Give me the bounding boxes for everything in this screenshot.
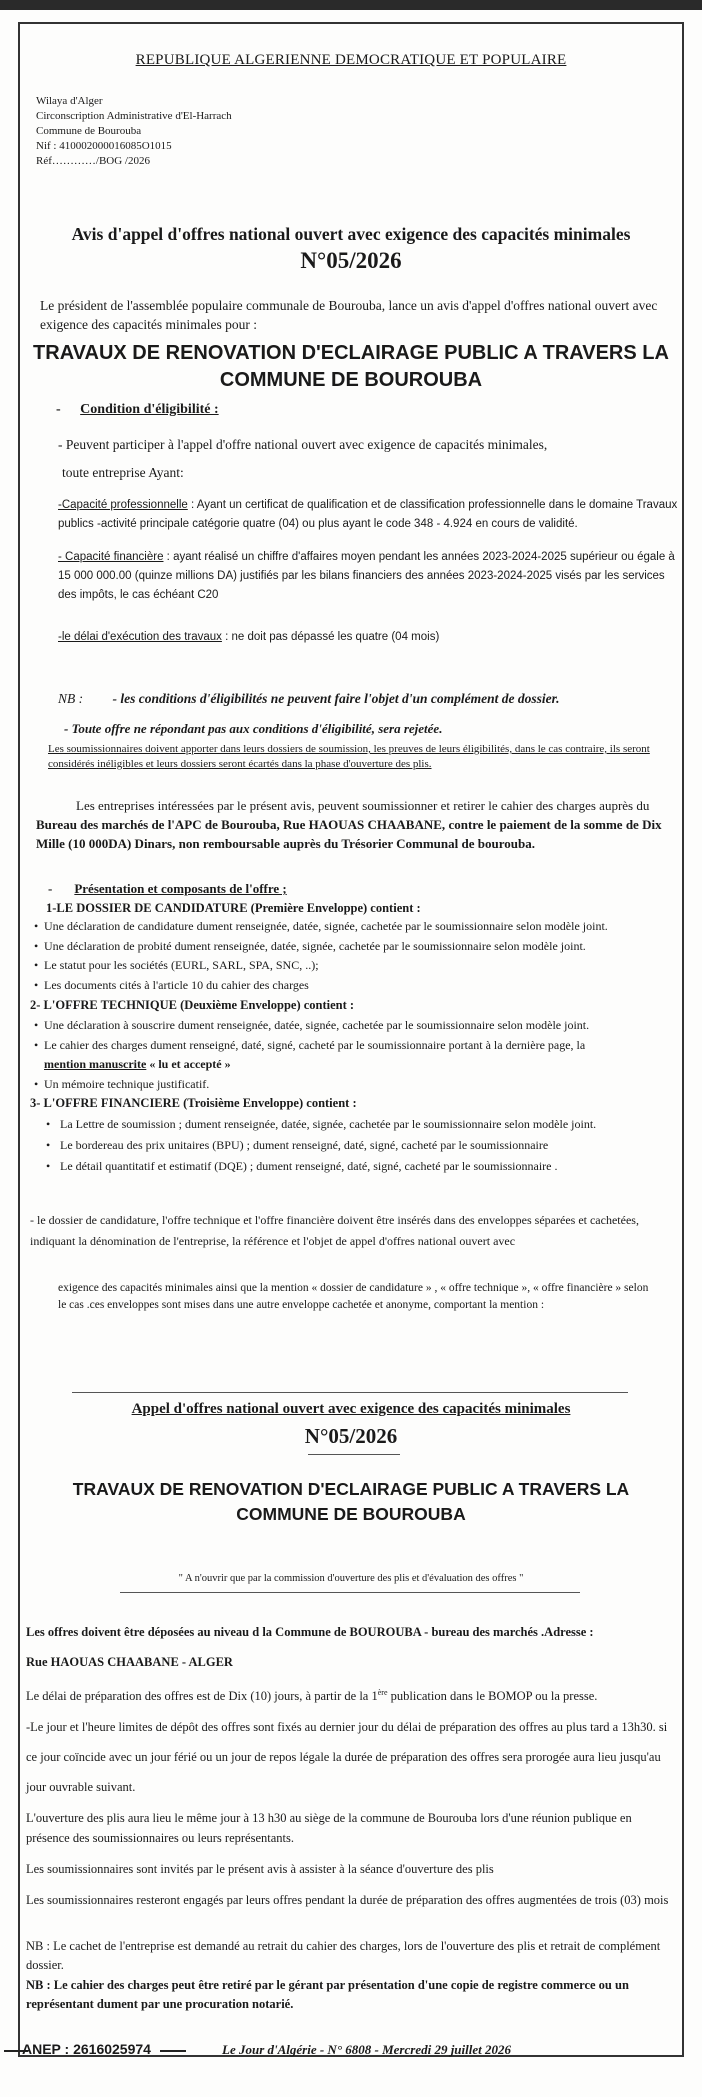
envelope1-list (34, 917, 680, 995)
envelope2-item: • Une déclaration à souscrire dument renseignée, datée, signée, cachetée par le soumissionnaire selon modèle joint. (34, 1016, 680, 1036)
financial-capacity-label: - Capacité financière (58, 551, 164, 563)
eligibility-dash: - (56, 402, 61, 417)
nb-withdrawal: NB : Le cahier des charges peut être retiré par le gérant par présentation d'une copie de registre commerce ou un représentant dument par une procuration notarié. (26, 1978, 629, 2011)
professional-capacity-label: -Capacité professionnelle (58, 499, 188, 511)
nb-eligibility-text: - les conditions d'éligibilités ne peuvent faire l'objet d'un complément de dossier. (112, 691, 560, 706)
envelope2-manuscript-mention: mention manuscrite « lu et accepté » (44, 1057, 231, 1071)
envelope2-list (34, 1016, 680, 1094)
eligibility-line2: toute entreprise Ayant: (62, 465, 184, 480)
commune-line: Commune de Bourouba (36, 125, 142, 137)
envelopes-instructions: - le dossier de candidature, l'offre technique et l'offre financière doivent être insérés dans des enveloppes séparées et cachetées, indiquant la dénomination de l'entreprise, la référence et l'objet de appel d'offres national ouvert avec (30, 1213, 639, 1248)
withdraw-text-1: Les entreprises intéressées par le présent avis, peuvent soumissionner et retirer le cahier des charges auprès du (76, 798, 650, 813)
financial-capacity-text: : ayant réalisé un chiffre d'affaires moyen pendant les années 2023-2024-2025 supérieur ou égale à 15 000 000.00 (quinze millions DA) justifiés par les bilans financiers des années 2023-2024-2025 visés par les services des impôts, le cas échéant C20 (58, 551, 675, 601)
envelope2-title: 2- L'OFFRE TECHNIQUE (Deuxième Enveloppe) contient : (30, 998, 355, 1012)
envelope2-item: • Le cahier des charges dument renseigné, daté, signé, cacheté par le soumissionnaire portant à la dernière page, la (34, 1036, 680, 1056)
box-project (30, 1477, 672, 1527)
box-number-rule (308, 1454, 400, 1455)
envelope3-list (30, 1114, 680, 1177)
opening-session: L'ouverture des plis aura lieu le même jour à 13 h30 au siège de la commune de Bourouba lors d'une réunion publique en présence des soumissionnaires ou leurs représentants. (26, 1811, 632, 1845)
administration-block (36, 94, 232, 169)
box-project-line1: TRAVAUX DE RENOVATION D'ECLAIRAGE PUBLIC A TRAVERS LA (72, 1479, 630, 1499)
box-number: N°05/2026 (304, 1424, 398, 1448)
box-top-rule (72, 1392, 628, 1393)
envelope3-item: • La Lettre de soumission ; dument renseignée, datée, signée, cachetée par le soumissionnaire selon modèle joint. (30, 1114, 680, 1135)
execution-delay (58, 628, 678, 646)
envelope1-item: • Le statut pour les sociétés (EURL, SARL, SPA, SNC, ..); (34, 956, 680, 976)
project-title (30, 340, 672, 394)
eligibility-heading (56, 401, 219, 419)
envelope1-item: • Une déclaration de candidature dument renseignée, datée, signée, cachetée par le soumissionnaire selon modèle joint. (34, 917, 680, 937)
eligibility-heading-text: Condition d'éligibilité : (80, 402, 219, 417)
composition-heading: - Présentation et composants de l'offre ; (48, 881, 287, 896)
eligibility-line1 (58, 436, 678, 454)
project-title-line1: TRAVAUX DE RENOVATION D'ECLAIRAGE PUBLIC A TRAVERS LA (33, 342, 669, 364)
envelope3-item: • Le bordereau des prix unitaires (BPU) ; dument renseigné, daté, signé, cacheté par le soumissionnaire (30, 1135, 680, 1156)
project-title-line2: COMMUNE DE BOUROUBA (219, 369, 483, 391)
box-project-line2: COMMUNE DE BOUROUBA (236, 1504, 466, 1524)
republic-heading: REPUBLIQUE ALGERIENNE DEMOCRATIQUE ET POPULAIRE (135, 52, 567, 68)
offer-rejection-line: - Toute offre ne répondant pas aux conditions d'éligibilité, sera rejetée. (64, 721, 443, 736)
notice-title: Avis d'appel d'offres national ouvert avec exigence des capacités minimales (71, 224, 631, 244)
withdraw-paragraph (36, 796, 676, 853)
envelopes-instructions-2: exigence des capacités minimales ainsi que la mention « dossier de candidature » , « offre technique », « offre financière » selon le cas .ces enveloppes sont mises dans une autre enveloppe cachetée et anonyme, comportant la mention : (58, 1282, 649, 1311)
execution-delay-text: : ne doit pas dépassé les quatre (04 mois) (221, 631, 440, 643)
circonscription-line: Circonscription Administrative d'El-Harrach (36, 110, 232, 122)
withdraw-office: Bureau des marchés de l'APC de Bourouba, Rue HAOUAS CHAABANE, (36, 817, 446, 832)
execution-delay-label: -le délai d'exécution des travaux (58, 631, 222, 643)
deposit-address: Rue HAOUAS CHAABANE - ALGER (26, 1655, 233, 1669)
invitation-line: Les soumissionnaires sont invités par le présent avis à assister à la séance d'ouverture des plis (26, 1862, 494, 1876)
financial-capacity (58, 548, 678, 605)
anep-number: ANEP : 2616025974 (22, 2041, 151, 2057)
envelope1-item: • Les documents cités à l'article 10 du cahier des charges (34, 976, 680, 996)
notice-intro: Le président de l'assemblée populaire communale de Bourouba, lance un avis d'appel d'offres national ouvert avec exigence des capacités minimales pour : (40, 298, 658, 332)
eligibility-proof-note: Les soumissionnaires doivent apporter dans leurs dossiers de soumission, les preuves de leurs éligibilités, dans le cas contraire, ils seront considérés inéligibles et leurs dossiers seront écartés dans la phase d'ouverture des plis. (48, 743, 650, 770)
box-bottom-rule (120, 1592, 580, 1593)
eligibility-line1-text: - Peuvent participer à l'appel d'offre national ouvert avec exigence de capacités minimales, (58, 437, 548, 452)
nb-stamp: NB : Le cachet de l'entreprise est demandé au retrait du cahier des charges, lors de l'ouverture des plis et retrait de complément dossier. (26, 1939, 661, 1972)
composition-heading-text: Présentation et composants de l'offre ; (74, 881, 287, 896)
preparation-delay: Le délai de préparation des offres est de Dix (10) jours, à partir de la 1ère publication dans le BOMOP ou la presse. (26, 1688, 598, 1704)
journal-footer: Le Jour d'Algérie - N° 6808 - Mercredi 29 juillet 2026 (222, 2042, 512, 2057)
deposit-deadline: -Le jour et l'heure limites de dépôt des offres sont fixés au dernier jour du délai de préparation des offres au plus tard a 13h30. si ce jour coïncide avec un jour férié ou un jour de repos légale la durée de préparation des offres sera prorogée aura lieu jusqu'au jour ouvrable suivant. (26, 1720, 668, 1794)
box-note: " A n'ouvrir que par la commission d'ouverture des plis et d'évaluation des offres " (178, 1573, 524, 1584)
envelope3-item: • Le détail quantitatif et estimatif (DQE) ; dument renseigné, daté, signé, cacheté par le soumissionnaire . (30, 1156, 680, 1177)
professional-capacity-text: : Ayant un certificat de qualification et de classification professionnelle dans le domaine Travaux publics -activité principale catégorie quatre (04) ou plus ayant le code 348 - 4.924 en cours de validité. (58, 499, 678, 530)
professional-capacity (58, 496, 678, 534)
envelope1-item: • Une déclaration de probité dument renseignée, datée, signée, cachetée par le soumissionnaire selon modèle joint. (34, 937, 680, 957)
ref-line: Réf…………/BOG /2026 (36, 155, 150, 167)
notice-number: N°05/2026 (300, 248, 402, 273)
nb-label: NB : (58, 691, 84, 706)
top-torn-edge (0, 0, 702, 10)
envelope3-title: 3- L'OFFRE FINANCIERE (Troisième Enveloppe) contient : (30, 1096, 357, 1110)
envelope2-item: • Un mémoire technique justificatif. (34, 1075, 680, 1095)
envelope1-title: 1-LE DOSSIER DE CANDIDATURE (Première Enveloppe) contient : (46, 901, 421, 915)
footer-rule-mid (160, 2050, 186, 2052)
nb-eligibility (58, 690, 678, 708)
engagement-line: Les soumissionnaires resteront engagés par leurs offres pendant la durée de préparation des offres augmentées de trois (03) mois (26, 1893, 669, 1907)
wilaya-line: Wilaya d'Alger (36, 95, 103, 107)
nif-line: Nif : 410002000016085O1015 (36, 140, 172, 152)
box-title: Appel d'offres national ouvert avec exigence des capacités minimales (131, 1401, 571, 1417)
deposit-location: Les offres doivent être déposées au niveau d la Commune de BOUROUBA - bureau des marchés .Adresse : (26, 1625, 594, 1639)
withdraw-text-2: contre le paiement de la somme de Dix Mille (10 000DA) Dinars, non remboursable auprès du Trésorier Communal de bourouba. (36, 817, 662, 851)
